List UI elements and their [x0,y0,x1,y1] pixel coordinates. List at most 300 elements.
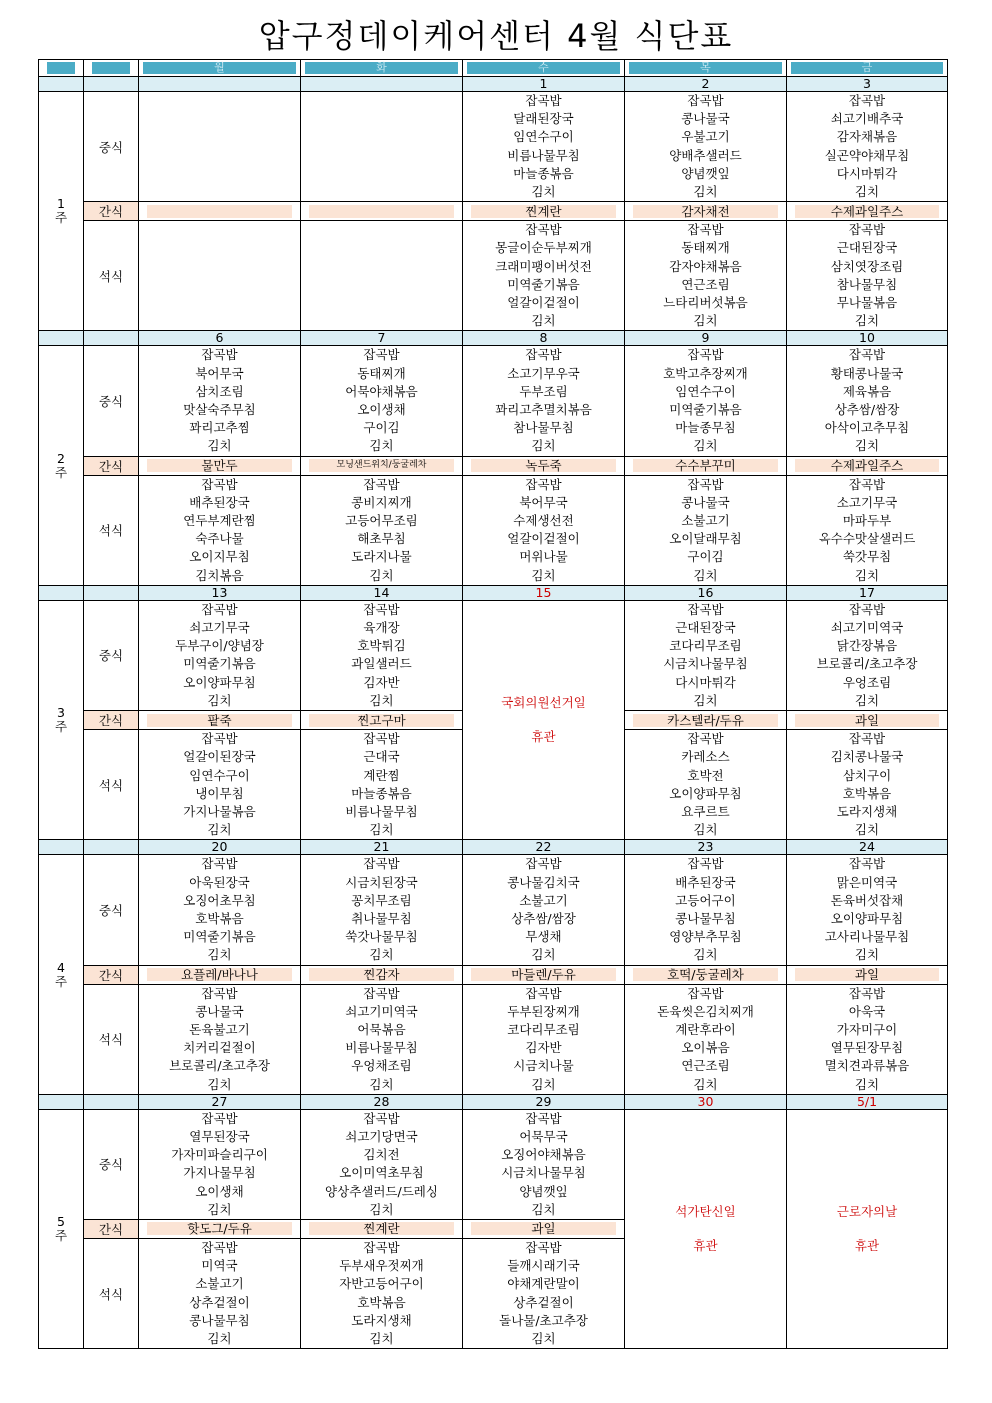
date-cell: 15 [463,585,625,600]
menu-item: 꽈리고추찜 [189,420,250,436]
menu-item: 고사리나물무침 [824,929,910,945]
menu-item: 다시마튀각 [836,165,898,181]
date-cell: 20 [139,840,301,855]
lunch-cell [787,92,948,202]
weekday-tue: 화 [301,60,463,77]
menu-item: 김치 [854,313,880,329]
menu-item: 오이볶음 [681,1040,730,1056]
menu-item: 김치 [854,692,880,708]
meal-label-snack: 간식 [84,1219,139,1238]
date-row-blank [84,331,139,346]
meal-label-snack: 간식 [84,202,139,221]
menu-item: 호박고추장찌개 [663,365,748,381]
snack-item: 찐계란 [471,205,616,218]
dinner-cell [625,475,787,585]
menu-item: 잡곡밥 [201,601,238,617]
lunch-row [39,855,948,965]
menu-item: 도라지생채 [836,803,898,819]
menu-item: 미역국 [201,1258,238,1274]
menu-item: 닭간장볶음 [836,638,898,654]
date-cell: 21 [301,840,463,855]
menu-item: 김자반 [525,1040,562,1056]
menu-item: 콩나물국 [681,494,730,510]
menu-item: 쑥갓무침 [842,549,892,565]
date-cell [301,77,463,92]
menu-item: 옥수수맛살샐러드 [818,531,916,547]
menu-item: 잡곡밥 [363,856,400,872]
date-cell: 3 [787,77,948,92]
lunch-row [39,1109,948,1219]
snack-row [39,202,948,221]
menu-item: 배추된장국 [189,494,250,510]
menu-item: 근대된장국 [675,620,736,636]
menu-item: 참나물무침 [513,420,574,436]
menu-item: 도라지나물 [351,549,412,565]
menu-item: 감자야채볶음 [669,258,742,274]
menu-item: 마늘종볶음 [351,785,412,801]
menu-item: 양념깻잎 [519,1183,568,1199]
menu-item: 두부된장찌개 [507,1003,580,1019]
menu-item: 얼갈이겉절이 [507,531,580,547]
dinner-cell [787,221,948,331]
snack-item: 수수부꾸미 [633,459,778,472]
dinner-row [39,984,948,1094]
lunch-cell [139,600,301,710]
menu-item: 도라지생채 [351,1312,412,1328]
lunch-cell [301,600,463,710]
menu-item: 마늘종볶음 [513,165,574,181]
menu-item: 연근조림 [681,276,730,292]
menu-item: 잡곡밥 [525,1110,562,1126]
menu-item: 맑은미역국 [836,874,898,890]
menu-item: 근대된장국 [836,240,898,256]
menu-item: 얼갈이겉절이 [507,295,580,311]
menu-item: 꽈리고추멸치볶음 [495,402,592,418]
dinner-cell [625,984,787,1094]
snack-item: 과일 [471,1222,616,1235]
date-row [39,585,948,600]
date-row-blank [84,77,139,92]
menu-item: 김치 [369,947,394,963]
week-label: 3 주 [39,600,84,839]
menu-item: 상추쌈/쌈장 [511,910,576,926]
menu-item: 잡곡밥 [363,1239,400,1255]
menu-item: 맛살숙주무침 [183,402,256,418]
menu-item: 오이양파무침 [669,785,742,801]
weekday-wed: 수 [463,60,625,77]
menu-item: 소고기무국 [836,494,898,510]
holiday-text: 휴관 [854,1237,880,1253]
menu-item: 김치 [854,1076,880,1092]
menu-item: 오이달래무침 [669,531,742,547]
snack-empty [309,205,454,218]
menu-item: 비름나물무침 [345,803,418,819]
date-row-blank [39,1094,84,1109]
menu-item: 돈육씻은김치찌개 [657,1003,754,1019]
menu-item: 잡곡밥 [201,856,238,872]
menu-item: 소불고기 [681,513,730,529]
date-cell [139,77,301,92]
meal-label-lunch: 중식 [84,600,139,710]
menu-item: 호박튀김 [357,638,406,654]
menu-item: 잡곡밥 [687,347,724,363]
menu-item: 오이지무침 [189,549,250,565]
meal-label-dinner: 석식 [84,1238,139,1348]
lunch-cell [625,855,787,965]
menu-item: 잡곡밥 [687,856,724,872]
menu-item: 아삭이고추무침 [824,420,910,436]
snack-cell [625,711,787,730]
lunch-cell [301,346,463,456]
menu-item: 머위나물 [519,549,568,565]
menu-item: 김치 [207,1076,232,1092]
snack-cell [625,456,787,475]
menu-item: 잡곡밥 [525,93,562,108]
date-cell: 30 [625,1094,787,1109]
menu-item: 상추쌈/쌈장 [834,402,900,418]
menu-item: 콩나물무침 [675,910,736,926]
menu-item: 오이양파무침 [183,674,256,690]
menu-item: 계란후라이 [675,1021,736,1037]
menu-item: 김치 [207,1201,232,1217]
meal-label-dinner: 석식 [84,730,139,840]
menu-item: 잡곡밥 [848,347,886,363]
menu-item: 가지나물무침 [183,1165,256,1181]
menu-item: 쇠고기무국 [189,620,250,636]
date-cell: 13 [139,585,301,600]
menu-item: 콩나물무침 [189,1312,250,1328]
menu-item: 고등어구이 [675,892,736,908]
menu-item: 김치 [693,313,718,329]
date-cell: 8 [463,331,625,346]
menu-item: 감자채볶음 [836,129,898,145]
snack-item: 호떡/둥굴레차 [633,968,778,981]
menu-item: 잡곡밥 [687,985,724,1001]
date-row-blank [39,840,84,855]
menu-item: 배추된장국 [675,874,736,890]
menu-item: 잡곡밥 [363,985,400,1001]
menu-item: 어묵볶음 [357,1021,406,1037]
dinner-cell [463,1238,625,1348]
dinner-cell [463,221,625,331]
menu-item: 잡곡밥 [363,601,400,617]
snack-item: 과일 [795,714,939,727]
dinner-cell [301,730,463,840]
dinner-cell [625,221,787,331]
menu-item: 돈육불고기 [189,1021,250,1037]
menu-item: 영양부추무침 [669,929,742,945]
snack-cell [139,1219,301,1238]
menu-item: 잡곡밥 [848,93,886,108]
menu-item: 몽글이순두부찌개 [495,240,592,256]
lunch-cell [787,855,948,965]
dinner-cell [301,984,463,1094]
snack-cell [787,965,948,984]
menu-item: 무생채 [525,929,562,945]
lunch-cell [139,855,301,965]
menu-item: 우엉채조림 [351,1058,412,1074]
menu-item: 콩비지찌개 [351,494,412,510]
snack-item: 녹두죽 [471,459,616,472]
date-row [39,77,948,92]
menu-item: 김치 [369,1201,394,1217]
snack-cell [301,202,463,221]
menu-item: 요쿠르트 [681,803,730,819]
lunch-cell [463,855,625,965]
lunch-cell [301,1109,463,1219]
menu-item: 삼치조림 [195,383,244,399]
menu-item: 김치 [531,438,556,454]
menu-item: 김치 [854,947,880,963]
snack-item: 마들렌/두유 [471,968,616,981]
menu-item: 과일샐러드 [351,656,412,672]
snack-cell [301,711,463,730]
menu-item: 김치 [693,184,718,200]
menu-item: 콩나물김치국 [507,874,580,890]
snack-cell [463,456,625,475]
menu-item: 오이미역초무침 [339,1165,424,1181]
menu-item: 호박볶음 [357,1294,406,1310]
menu-item: 호박전 [687,767,724,783]
menu-item: 멸치견과류볶음 [824,1058,910,1074]
header-blank-week [39,60,84,77]
menu-item: 김치 [854,438,880,454]
snack-item: 감자채전 [633,205,778,218]
menu-item: 비름나물무침 [507,147,580,163]
menu-item: 연두부계란찜 [183,513,256,529]
menu-item: 김치콩나물국 [830,749,904,765]
menu-item: 해초무침 [357,531,406,547]
menu-item: 김치 [854,822,880,838]
menu-item: 김치 [531,1201,556,1217]
lunch-cell [463,346,625,456]
menu-item: 꽁치무조림 [351,892,412,908]
date-cell: 27 [139,1094,301,1109]
lunch-cell [463,1109,625,1219]
weekday-fri: 금 [787,60,948,77]
meal-label-dinner: 석식 [84,984,139,1094]
date-row [39,331,948,346]
menu-item: 김치 [369,567,394,583]
snack-row [39,965,948,984]
menu-item: 김자반 [363,674,400,690]
menu-item: 콩나물국 [195,1003,244,1019]
menu-item: 김치 [207,822,232,838]
dinner-row [39,475,948,585]
menu-item: 김치 [207,947,232,963]
menu-item: 오이생채 [357,402,406,418]
snack-item: 카스텔라/두유 [633,714,778,727]
date-cell: 22 [463,840,625,855]
menu-item: 제육볶음 [842,383,892,399]
date-row [39,840,948,855]
lunch-cell [787,600,948,710]
date-row-blank [39,331,84,346]
snack-item: 찐계란 [309,1222,454,1235]
lunch-row [39,92,948,202]
meal-label-snack: 간식 [84,965,139,984]
menu-item: 열무된장무침 [830,1040,904,1056]
date-cell: 7 [301,331,463,346]
meal-label-snack: 간식 [84,456,139,475]
menu-item: 김치 [531,567,556,583]
menu-item: 양배추샐러드 [669,147,742,163]
menu-item: 김치 [531,184,556,200]
snack-item: 찐감자 [309,968,454,981]
holiday-text: 국회의원선거일 [501,695,586,711]
snack-cell [301,456,463,475]
menu-item: 김치 [854,184,880,200]
snack-item: 팥죽 [147,714,292,727]
date-cell: 2 [625,77,787,92]
menu-item: 콩나물국 [681,111,730,127]
menu-item: 아욱된장국 [189,874,250,890]
menu-item: 김치 [369,822,394,838]
holiday-text: 석가탄신일 [675,1203,736,1219]
weekday-thu: 목 [625,60,787,77]
menu-item: 잡곡밥 [687,93,724,108]
menu-item: 브로콜리/초고추장 [816,656,918,672]
menu-item: 김치 [531,947,556,963]
meal-label-dinner: 석식 [84,221,139,331]
menu-item: 얼갈이된장국 [183,749,256,765]
menu-item: 돈육버섯잡채 [830,892,904,908]
dinner-cell [301,221,463,331]
menu-item: 김치 [369,1076,394,1092]
menu-item: 잡곡밥 [363,731,400,747]
date-row-blank [39,585,84,600]
snack-row [39,456,948,475]
week-label: 1 주 [39,92,84,331]
dinner-cell [139,221,301,331]
lunch-cell [139,1109,301,1219]
dinner-cell [787,475,948,585]
dinner-cell [463,984,625,1094]
snack-cell [463,1219,625,1238]
menu-item: 잡곡밥 [525,222,562,238]
snack-empty [147,205,292,218]
menu-item: 오이양파무침 [830,910,904,926]
snack-cell [787,456,948,475]
menu-item: 김치 [693,567,718,583]
menu-item: 다시마튀각 [675,674,736,690]
lunch-cell [625,346,787,456]
dinner-cell [301,1238,463,1348]
menu-item: 김치 [854,567,880,583]
snack-cell [787,711,948,730]
date-cell: 17 [787,585,948,600]
menu-item: 육개장 [363,620,400,636]
menu-item: 삼치구이 [842,767,892,783]
dinner-cell [301,475,463,585]
menu-item: 김치 [693,692,718,708]
lunch-cell [463,92,625,202]
menu-item: 어묵무국 [519,1128,568,1144]
dinner-cell [625,730,787,840]
menu-item: 비름나물무침 [345,1040,418,1056]
menu-item: 동태찌개 [357,365,406,381]
menu-item: 김치 [369,692,394,708]
lunch-cell [301,92,463,202]
holiday-cell [787,1109,948,1348]
menu-item: 어묵야채볶음 [345,383,418,399]
menu-item: 두부조림 [519,383,568,399]
date-cell: 28 [301,1094,463,1109]
menu-item: 양상추샐러드/드레싱 [325,1183,438,1199]
dinner-cell [463,475,625,585]
snack-item: 모닝샌드위치/둥굴레차 [309,459,454,472]
date-cell: 5/1 [787,1094,948,1109]
menu-item: 북어무국 [195,365,244,381]
menu-item: 잡곡밥 [201,985,238,1001]
menu-item: 호박볶음 [842,785,892,801]
menu-item: 김치 [207,1330,232,1346]
dinner-cell [139,1238,301,1348]
menu-item: 우엉조림 [842,674,892,690]
menu-item: 취나물무침 [351,910,412,926]
menu-item: 잡곡밥 [687,731,724,747]
menu-item: 미역줄기볶음 [507,276,580,292]
lunch-cell [625,92,787,202]
menu-item: 김치 [207,438,232,454]
date-cell: 14 [301,585,463,600]
meal-label-dinner: 석식 [84,475,139,585]
snack-item: 수제과일주스 [795,459,939,472]
menu-item: 연근조림 [681,1058,730,1074]
date-cell: 6 [139,331,301,346]
date-row-blank [84,585,139,600]
dinner-cell [139,730,301,840]
menu-item: 치커리겉절이 [183,1040,256,1056]
menu-item: 수제생선전 [513,513,574,529]
date-cell: 23 [625,840,787,855]
header-blank-meal [84,60,139,77]
menu-item: 오이생채 [195,1183,244,1199]
menu-item: 임연수구이 [675,383,736,399]
menu-item: 잡곡밥 [525,985,562,1001]
menu-item: 무나물볶음 [836,295,898,311]
menu-item: 마늘종무침 [675,420,736,436]
holiday-cell [625,1109,787,1348]
dinner-cell [787,984,948,1094]
dinner-cell [139,984,301,1094]
holiday-cell [463,600,625,839]
snack-cell [463,965,625,984]
lunch-row [39,346,948,456]
menu-item: 임연수구이 [513,129,574,145]
menu-item: 잡곡밥 [525,1239,562,1255]
date-cell: 24 [787,840,948,855]
menu-item: 두부새우젓찌개 [339,1258,424,1274]
menu-item: 열무된장국 [189,1128,250,1144]
menu-item: 시금치나물무침 [501,1165,586,1181]
meal-plan-body [39,60,948,1349]
menu-item: 잡곡밥 [363,1110,400,1126]
week-label: 2 주 [39,346,84,585]
menu-item: 잡곡밥 [525,347,562,363]
date-cell: 29 [463,1094,625,1109]
lunch-row [39,600,948,710]
menu-item: 김치 [693,822,718,838]
meal-label-lunch: 중식 [84,855,139,965]
meal-label-lunch: 중식 [84,346,139,456]
weekday-header-row [39,60,948,77]
menu-item: 잡곡밥 [848,476,886,492]
menu-item: 미역줄기볶음 [183,656,256,672]
menu-item: 임연수구이 [189,767,250,783]
menu-item: 브로콜리/초고추장 [169,1058,270,1074]
page-title: 압구정데이케어센터 4월 식단표 [258,17,734,55]
